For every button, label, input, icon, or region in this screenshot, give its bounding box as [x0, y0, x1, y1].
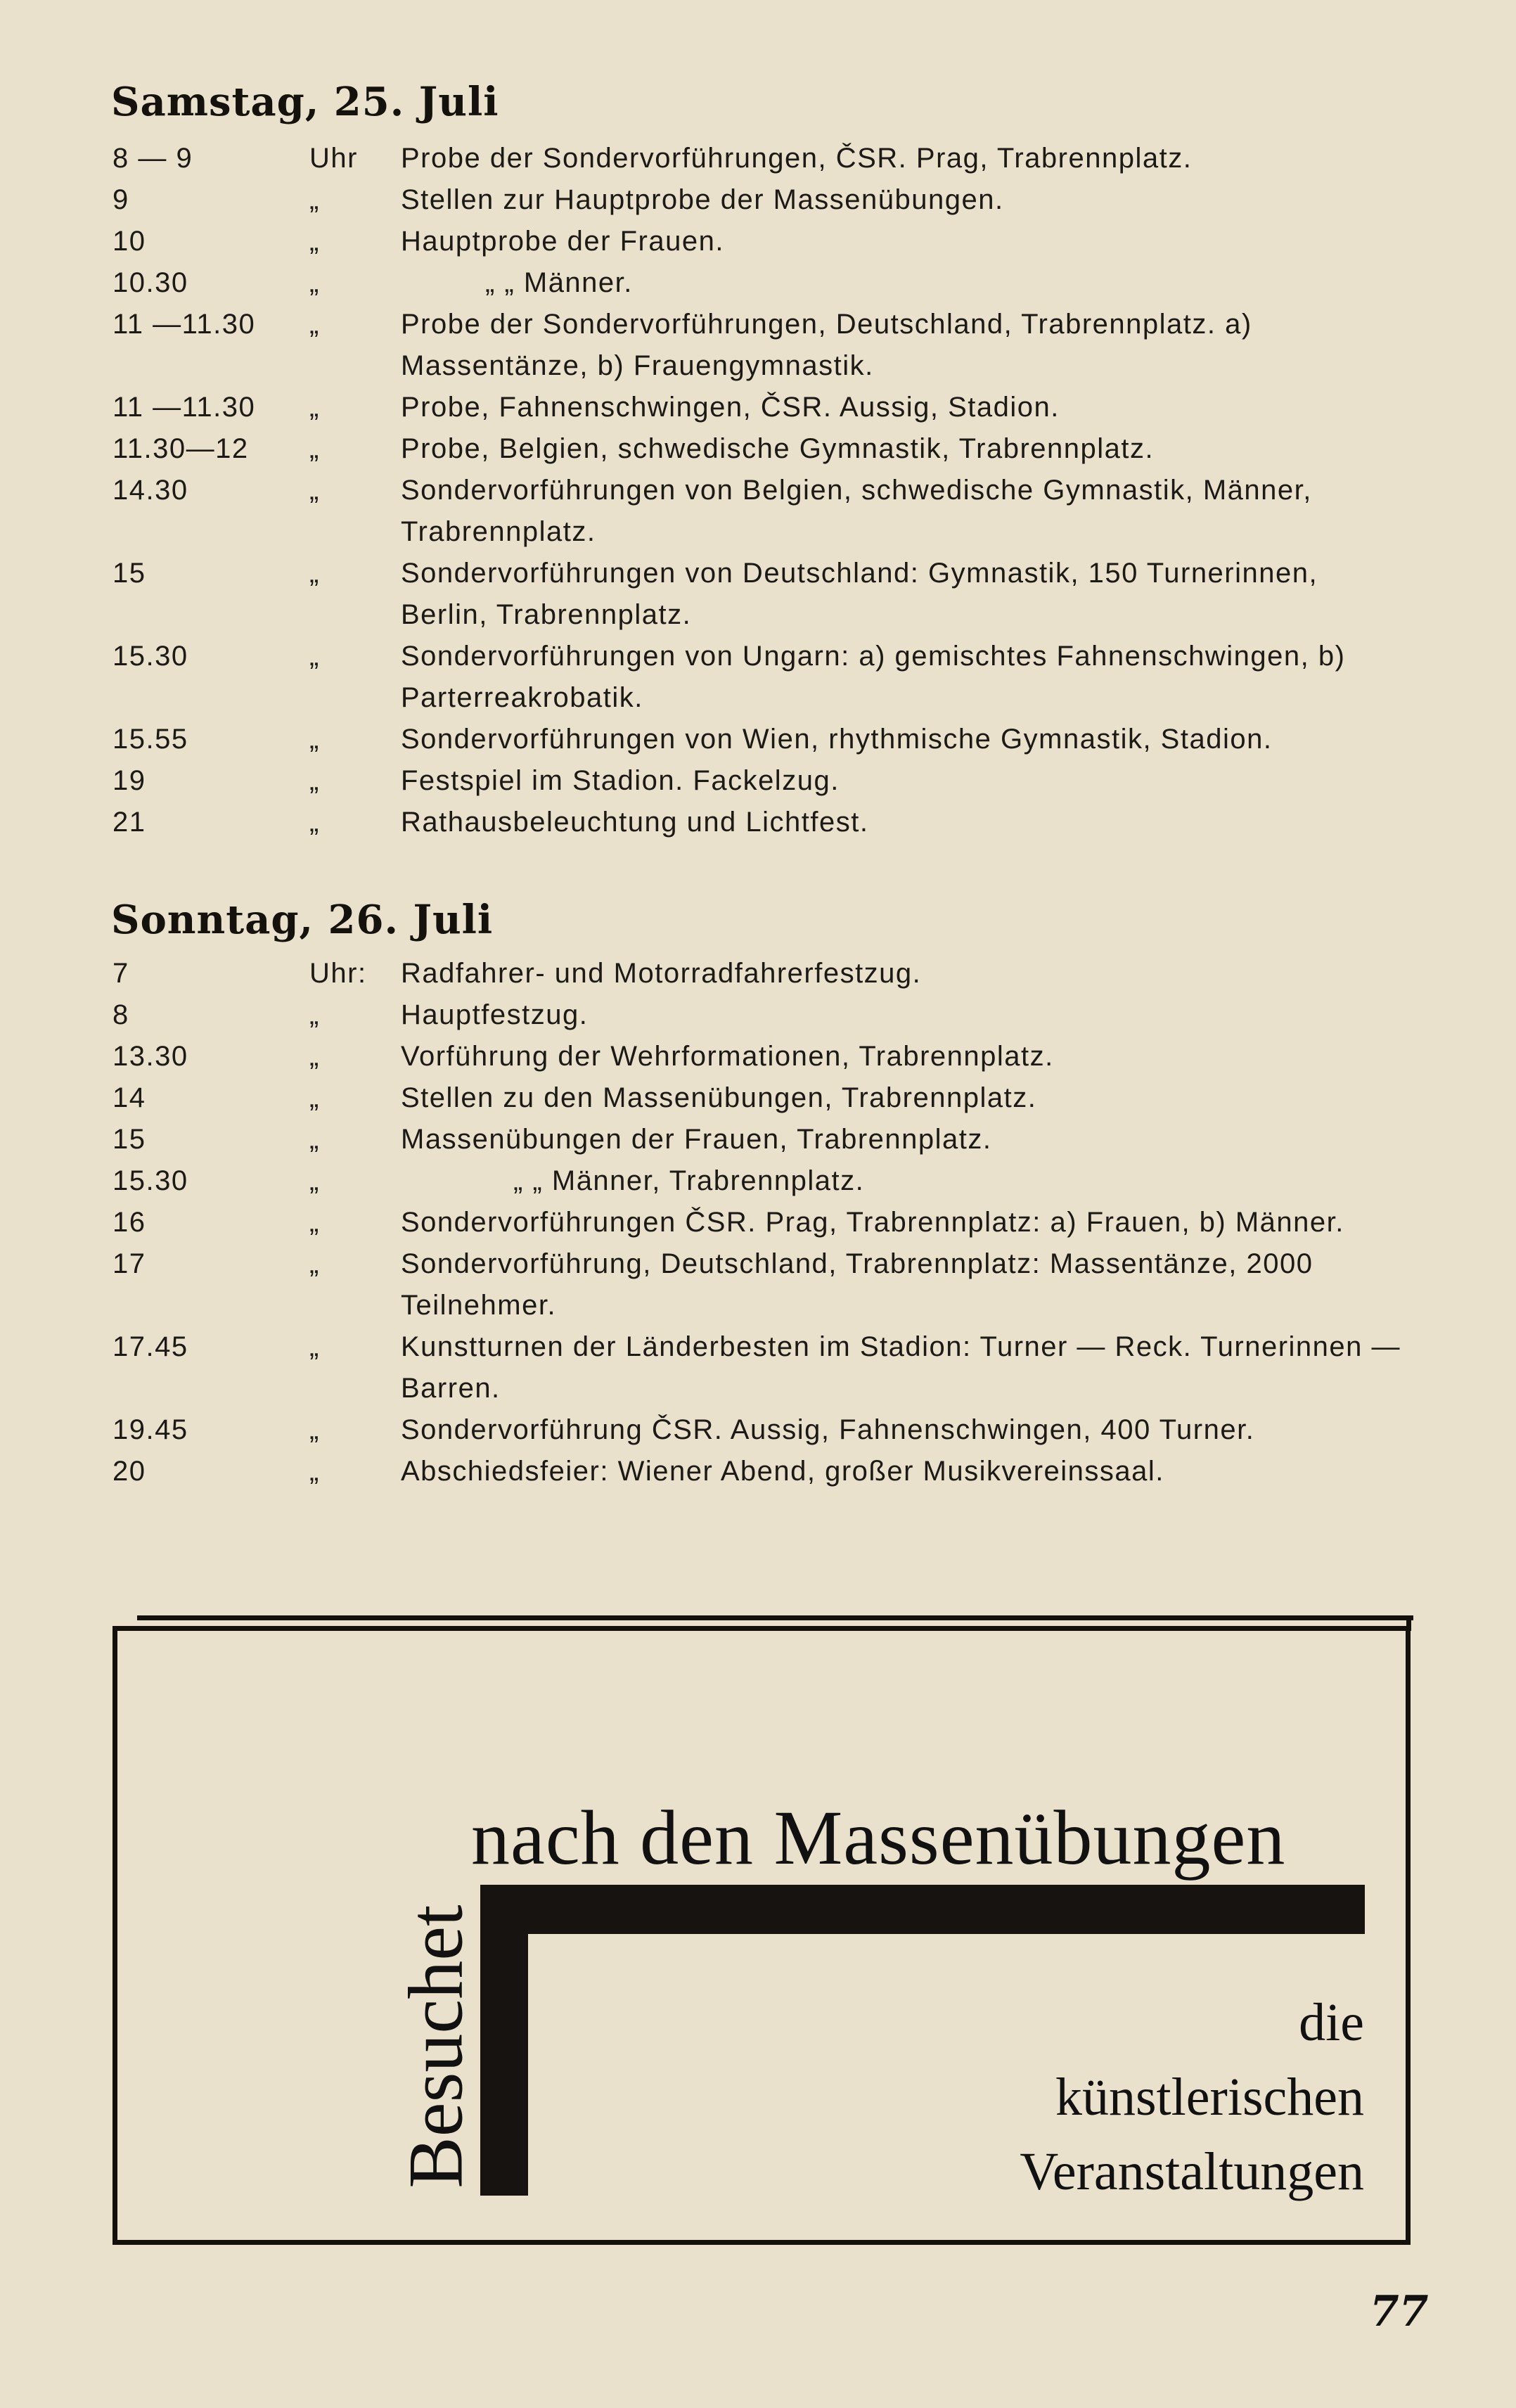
row-description: Festspiel im Stadion. Fackelzug.	[401, 765, 840, 796]
row-description: Sondervorführung ČSR. Aussig, Fahnenschwingen, 400 Turner.	[401, 1414, 1255, 1445]
row-description: Stellen zu den Massenübungen, Trabrennplatz.	[401, 1082, 1037, 1113]
schedule-row	[0, 994, 1516, 1036]
row-time: 20	[113, 1456, 146, 1487]
schedule-row	[0, 636, 1516, 719]
row-time: 19	[113, 765, 146, 796]
row-unit: „	[309, 1124, 320, 1155]
ad-right-text	[1020, 1985, 1364, 2209]
schedule-row	[0, 1119, 1516, 1160]
row-description: Sondervorführungen von Deutschland: Gymnastik, 150 Turnerinnen, Berlin, Trabrennplatz.	[401, 558, 1318, 630]
schedule-row	[0, 428, 1516, 470]
row-description: Stellen zur Hauptprobe der Massenübungen.	[401, 184, 1004, 215]
day-heading-saturday: Samstag, 25. Juli	[111, 79, 499, 125]
row-unit: „	[309, 641, 320, 672]
row-description: Sondervorführungen von Ungarn: a) gemischtes Fahnenschwingen, b) Parterreakrobatik.	[401, 641, 1346, 713]
row-time: 15	[113, 558, 146, 589]
row-description: Probe der Sondervorführungen, Deutschland, Trabrennplatz. a) Massentänze, b) Frauengymnastik.	[401, 309, 1252, 381]
row-time: 17	[113, 1248, 146, 1279]
row-description: Massenübungen der Frauen, Trabrennplatz.	[401, 1124, 992, 1155]
ad-line: künstlerischen	[1055, 2068, 1364, 2127]
row-description: Sondervorführungen ČSR. Prag, Trabrennplatz: a) Frauen, b) Männer.	[401, 1207, 1344, 1238]
ad-headline: nach den Massenübungen	[471, 1795, 1286, 1881]
schedule-row	[0, 470, 1516, 553]
row-description: Sondervorführungen von Wien, rhythmische Gymnastik, Stadion.	[401, 724, 1273, 755]
row-description: Abschiedsfeier: Wiener Abend, großer Musikvereinssaal.	[401, 1456, 1164, 1487]
row-description: Hauptprobe der Frauen.	[401, 226, 724, 257]
row-time: 11 —11.30	[113, 309, 256, 340]
row-unit: „	[309, 226, 320, 257]
row-unit: „	[309, 309, 320, 340]
row-unit: „	[309, 724, 320, 755]
row-time: 15.30	[113, 641, 188, 672]
row-unit: Uhr	[309, 143, 358, 174]
row-description: „ „ Männer.	[485, 267, 633, 298]
row-time: 14.30	[113, 475, 188, 506]
row-time: 19.45	[113, 1414, 188, 1445]
schedule-row	[0, 138, 1516, 179]
row-time: 8	[113, 999, 129, 1030]
ad-line: die	[1299, 1993, 1364, 2052]
schedule-row	[0, 1160, 1516, 1202]
schedule-row	[0, 179, 1516, 221]
row-time: 11 —11.30	[113, 392, 256, 423]
row-unit: „	[309, 765, 320, 796]
row-unit: „	[309, 1456, 320, 1487]
row-time: 16	[113, 1207, 146, 1238]
row-description: Probe, Fahnenschwingen, ČSR. Aussig, Stadion.	[401, 392, 1060, 423]
schedule-row	[0, 387, 1516, 428]
schedule-row	[0, 1409, 1516, 1451]
row-unit: „	[309, 1207, 320, 1238]
schedule-row	[0, 1243, 1516, 1326]
schedule-saturday	[0, 138, 1516, 843]
row-description: Rathausbeleuchtung und Lichtfest.	[401, 807, 869, 838]
row-time: 15.30	[113, 1165, 188, 1196]
row-unit: „	[309, 392, 320, 423]
row-description: Probe der Sondervorführungen, ČSR. Prag, Trabrennplatz.	[401, 143, 1193, 174]
schedule-row	[0, 953, 1516, 994]
row-unit: „	[309, 999, 320, 1030]
schedule-row	[0, 304, 1516, 387]
row-time: 11.30—12	[113, 433, 249, 464]
row-unit: Uhr:	[309, 958, 367, 989]
row-time: 8 — 9	[113, 143, 193, 174]
ad-horizontal-bar	[480, 1885, 1365, 1934]
schedule-row	[0, 719, 1516, 760]
ad-vertical-bar	[480, 1885, 528, 2196]
row-time: 10	[113, 226, 146, 257]
row-description: Radfahrer- und Motorradfahrerfestzug.	[401, 958, 922, 989]
schedule-sunday	[0, 953, 1516, 1492]
schedule-row	[0, 1326, 1516, 1409]
row-unit: „	[309, 1165, 320, 1196]
row-unit: „	[309, 1041, 320, 1072]
row-unit: „	[309, 184, 320, 215]
row-time: 21	[113, 807, 146, 838]
row-unit: „	[309, 433, 320, 464]
schedule-row	[0, 1077, 1516, 1119]
row-unit: „	[309, 558, 320, 589]
day-heading-sunday: Sonntag, 26. Juli	[111, 897, 494, 943]
row-description: Kunstturnen der Länderbesten im Stadion: Turner — Reck. Turnerinnen — Barren.	[401, 1331, 1401, 1404]
page-number: 77	[1370, 2287, 1429, 2336]
row-description: Probe, Belgien, schwedische Gymnastik, Trabrennplatz.	[401, 433, 1155, 464]
ad-border-top	[137, 1615, 1413, 1620]
schedule-row	[0, 262, 1516, 304]
schedule-row	[0, 802, 1516, 843]
ad-line: Veranstaltungen	[1020, 2142, 1364, 2201]
row-time: 17.45	[113, 1331, 188, 1362]
row-time: 15.55	[113, 724, 188, 755]
row-time: 7	[113, 958, 129, 989]
row-time: 9	[113, 184, 129, 215]
row-description: Vorführung der Wehrformationen, Trabrennplatz.	[401, 1041, 1054, 1072]
row-description: Hauptfestzug.	[401, 999, 589, 1030]
row-time: 13.30	[113, 1041, 188, 1072]
schedule-row	[0, 221, 1516, 262]
schedule-row	[0, 553, 1516, 636]
row-time: 14	[113, 1082, 146, 1113]
schedule-row	[0, 1202, 1516, 1243]
row-unit: „	[309, 475, 320, 506]
row-unit: „	[309, 807, 320, 838]
ad-vertical-text: Besuchet	[392, 1904, 479, 2189]
row-unit: „	[309, 267, 320, 298]
row-unit: „	[309, 1082, 320, 1113]
schedule-row	[0, 760, 1516, 802]
row-unit: „	[309, 1248, 320, 1279]
schedule-row	[0, 1451, 1516, 1492]
row-description: „ „ Männer, Trabrennplatz.	[513, 1165, 865, 1196]
row-description: Sondervorführungen von Belgien, schwedische Gymnastik, Männer, Trabrennplatz.	[401, 475, 1312, 547]
row-description: Sondervorführung, Deutschland, Trabrennplatz: Massentänze, 2000 Teilnehmer.	[401, 1248, 1313, 1321]
schedule-row	[0, 1036, 1516, 1077]
row-time: 15	[113, 1124, 146, 1155]
row-unit: „	[309, 1331, 320, 1362]
row-time: 10.30	[113, 267, 188, 298]
row-unit: „	[309, 1414, 320, 1445]
